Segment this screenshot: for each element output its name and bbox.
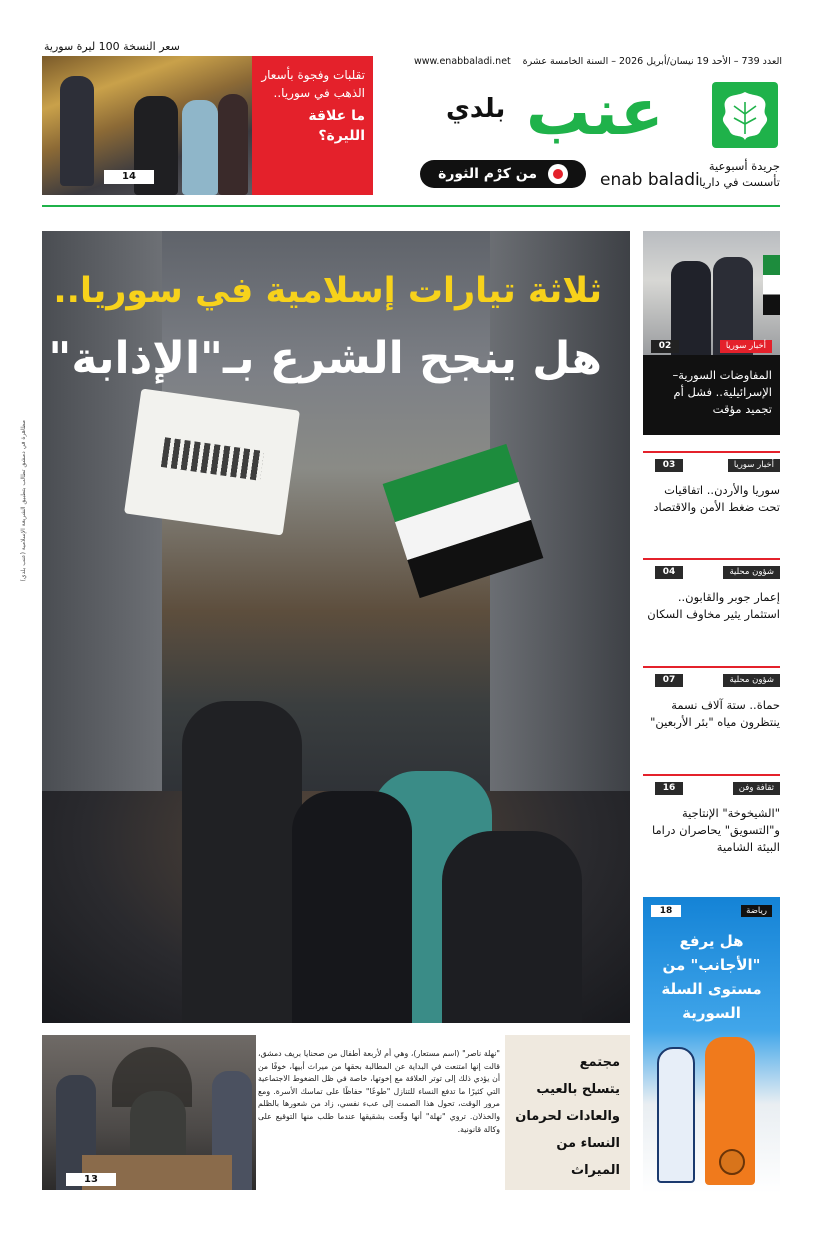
photo-credit: مظاهرة في دمشق تطالب بتطبيق الشريعة الإسلامية (عنب بلدي) [20, 420, 27, 582]
weekly-info [680, 158, 780, 190]
inheritance-photo[interactable] [42, 1035, 256, 1190]
side-item-drama[interactable] [643, 782, 780, 856]
inheritance-headline[interactable] [505, 1035, 630, 1190]
negotiations-photo[interactable] [643, 231, 780, 355]
inheritance-body-text: "نهلة ناصر" (اسم مستعار)، وهي أم لأربعة أطفال من صحنايا بريف دمشق، قالت إنها امتنعت في البداية عن المطالبة بحقها من ميراث أبيها، خوفًا من أن يؤدي ذلك إلى توتر العلاقة مع إخوتها، خاصة في ظل الضغوط الاجتماعية التي كثيرًا ما تدفع النساء للتنازل "طوعًا" حفاظًا على تماسك الأسرة. ومع مرور الوقت، تحول هذا الصمت إلى عبء نفسي، زاد من شعورها بالظلم والخذلان. تروي "نهلة" أنها وقّعت بشقيقها عندما طلب منها التوقيع على وكالة قانونية. [258, 1049, 500, 1134]
side-item-negotiations[interactable]: المفاوضات السورية–الإسرائيلية.. فشل أم تجميد مؤقت [643, 355, 780, 435]
logo-name-latin: enab baladi [600, 170, 700, 190]
logo-baladi-arabic: بلدي [446, 94, 506, 124]
side-item-hama[interactable] [643, 674, 780, 731]
price-line: سعر النسخة 100 ليرة سورية [44, 40, 180, 53]
sports-section-label: رياضة [741, 905, 772, 917]
headline-line-4: النساء من الميراث [556, 1136, 620, 1178]
headline-line-2: يتسلح بالعيب [536, 1082, 620, 1097]
side-item-text: "الشيخوخة" الإنتاجية و"التسويق" يحاصران دراما البيئة الشامية [651, 806, 780, 854]
side-item-jobar[interactable] [643, 566, 780, 623]
issue-info: العدد 739 – الأحد 19 نيسان/أبريل 2026 – السنة الخامسة عشرة [522, 56, 782, 67]
sports-teaser[interactable] [643, 897, 780, 1193]
grape-leaf-icon [712, 82, 778, 148]
headline-line-1: مجتمع [579, 1055, 620, 1070]
logo-tagline [420, 160, 586, 188]
sports-page-number: 18 [651, 905, 681, 917]
section-label: شؤون محلية [723, 674, 780, 687]
player-figure [657, 1047, 695, 1183]
logo-name-arabic: عنب [526, 76, 664, 150]
section-bar-1 [651, 340, 772, 353]
white-flag [124, 388, 300, 535]
section-label: شؤون محلية [723, 566, 780, 579]
page-number: 16 [655, 782, 683, 795]
side-item-text: إعمار جوبر والقابون.. استثمار يثير مخاوف السكان [647, 590, 780, 621]
side-item-jordan[interactable] [643, 459, 780, 516]
teaser-line-2: ما علاقة الليرة؟ [308, 108, 365, 144]
hero-photo[interactable] [42, 231, 630, 1023]
page-number: 02 [651, 340, 679, 353]
headline-line-3: والعادات لحرمان [515, 1109, 620, 1124]
side-item-text: سوريا والأردن.. اتفاقيات تحت ضغط الأمن والاقتصاد [653, 483, 780, 514]
page-number: 03 [655, 459, 683, 472]
side-item-text: حماة.. ستة آلاف نسمة ينتظرون مياه "بئر الأربعين" [650, 698, 780, 729]
weekly-line-2: تأسست في داريا [699, 175, 780, 189]
sports-title: هل يرفع "الأجانب" من مستوى السلة السورية [661, 932, 762, 1022]
hero-headline-2: هل ينجح الشرع بـ"الإذابة" [48, 333, 602, 384]
website-url[interactable]: www.enabbaladi.net [414, 56, 511, 67]
page-number: 04 [655, 566, 683, 579]
masthead-divider [42, 205, 780, 207]
teaser-line-1: تقلبات وفجوة بأسعار الذهب في سوريا.. [261, 68, 365, 100]
teaser-page-number: 14 [104, 170, 154, 184]
page-number: 07 [655, 674, 683, 687]
gold-shop-photo [42, 56, 252, 195]
section-label: أخبار سوريا [720, 340, 772, 353]
issue-line [414, 56, 782, 67]
section-label: ثقافة وفن [733, 782, 780, 795]
section-label: أخبار سوريا [728, 459, 780, 472]
weekly-line-1: جريدة أسبوعية [708, 159, 780, 173]
basketball-icon [719, 1149, 745, 1175]
hero-headline-1: ثلاثة تيارات إسلامية في سوريا.. [53, 271, 602, 311]
seal-icon [548, 164, 568, 184]
gold-teaser[interactable] [42, 56, 373, 195]
bottom-page-number: 13 [66, 1173, 116, 1186]
teaser-red-box [252, 56, 373, 195]
tagline-text: من كرْم الثورة [438, 166, 538, 182]
